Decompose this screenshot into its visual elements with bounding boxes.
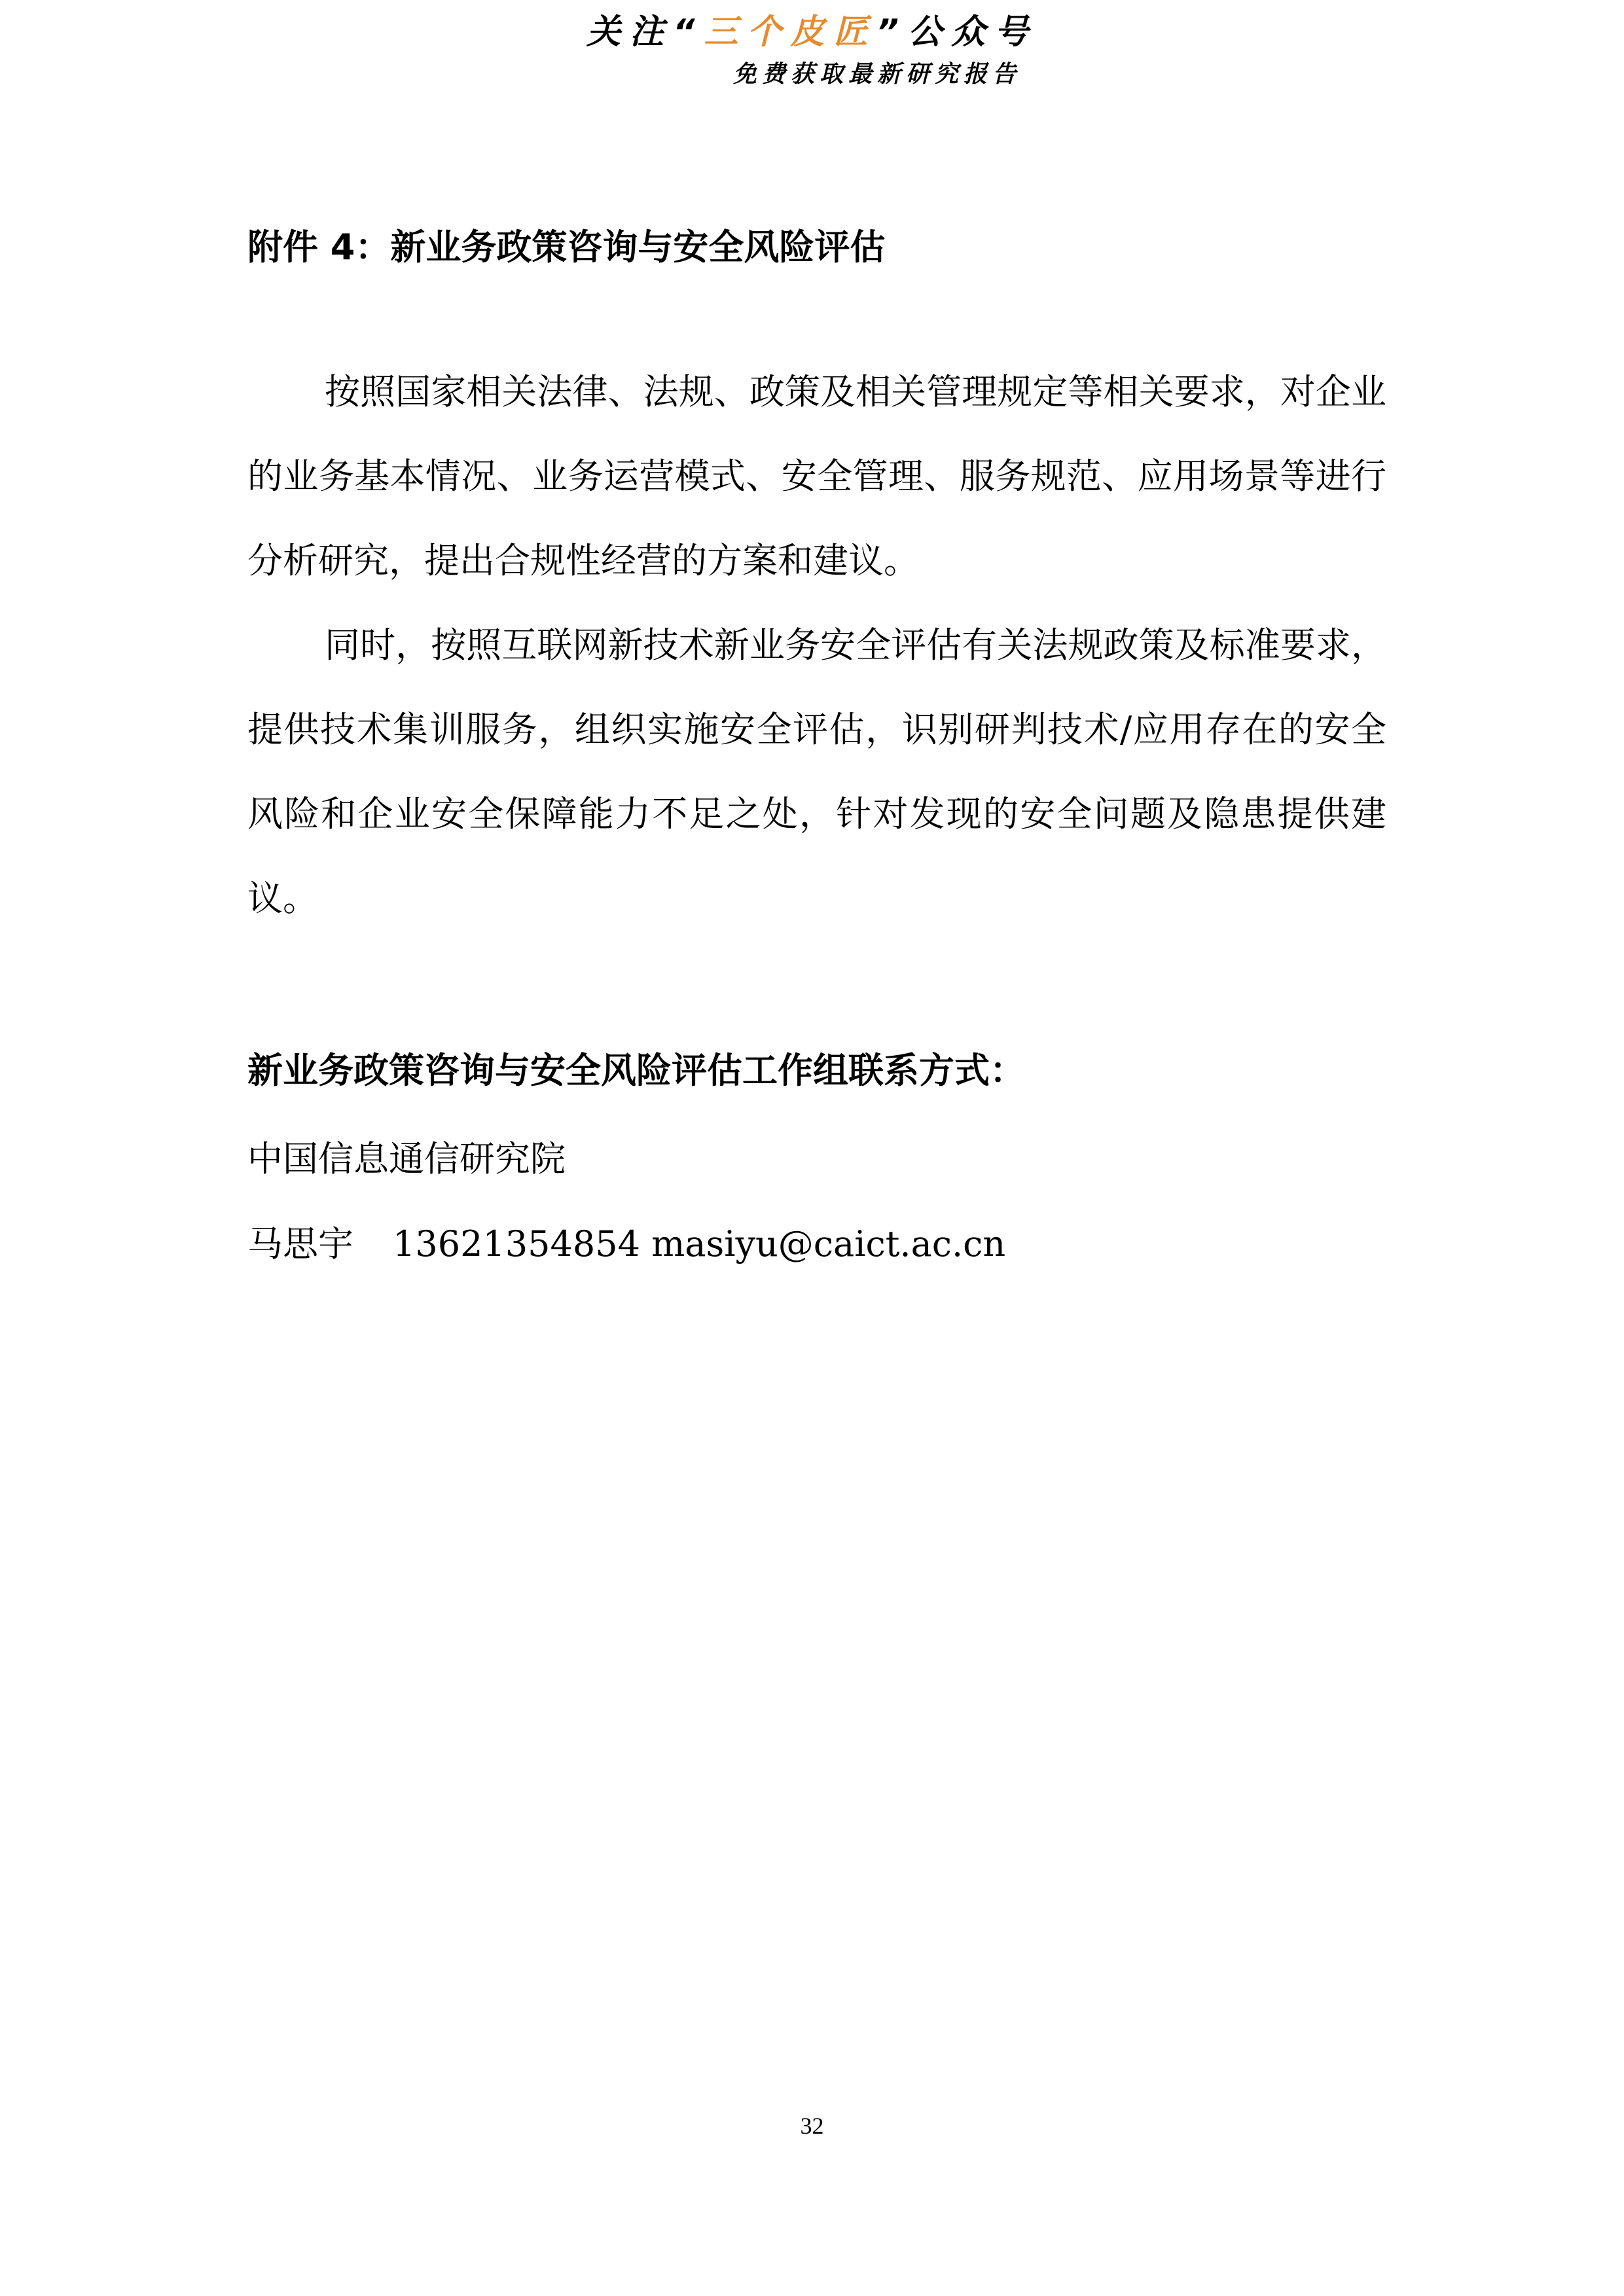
contact-name: 马思宇 — [247, 1223, 353, 1265]
promo-banner — [0, 9, 1624, 55]
contact-heading: 新业务政策咨询与安全风险评估工作组联系方式： — [247, 1050, 1025, 1091]
paragraph-security: 同时，按照互联网新技术新业务安全评估有关法规政策及标准要求，提供技术集训服务，组织实施安全评估，识别研判技术/应用存在的安全风险和企业安全保障能力不足之处，针对发现的安全问题及隐患提供建议。 — [247, 624, 1386, 919]
organization-name: 中国信息通信研究院 — [247, 1138, 566, 1179]
promo-prefix: 关注“ — [586, 12, 704, 52]
annex-heading: 附件 4：新业务政策咨询与安全风险评估 — [247, 226, 886, 268]
promo-highlight: 三个皮匠 — [704, 12, 877, 52]
contact-phone: 13621354854 — [393, 1223, 640, 1265]
promo-subtitle: 免费获取最新研究报告 — [733, 61, 1022, 88]
contact-line — [247, 1221, 1005, 1268]
contact-email: masiyu@caict.ac.cn — [651, 1223, 1006, 1265]
promo-suffix: ”公众号 — [876, 12, 1038, 52]
paragraph-policy: 按照国家相关法律、法规、政策及相关管理规定等相关要求，对企业的业务基本情况、业务运营模式、安全管理、服务规范、应用场景等进行分析研究，提出合规性经营的方案和建议。 — [247, 371, 1386, 581]
page-number: 32 — [800, 2113, 824, 2139]
